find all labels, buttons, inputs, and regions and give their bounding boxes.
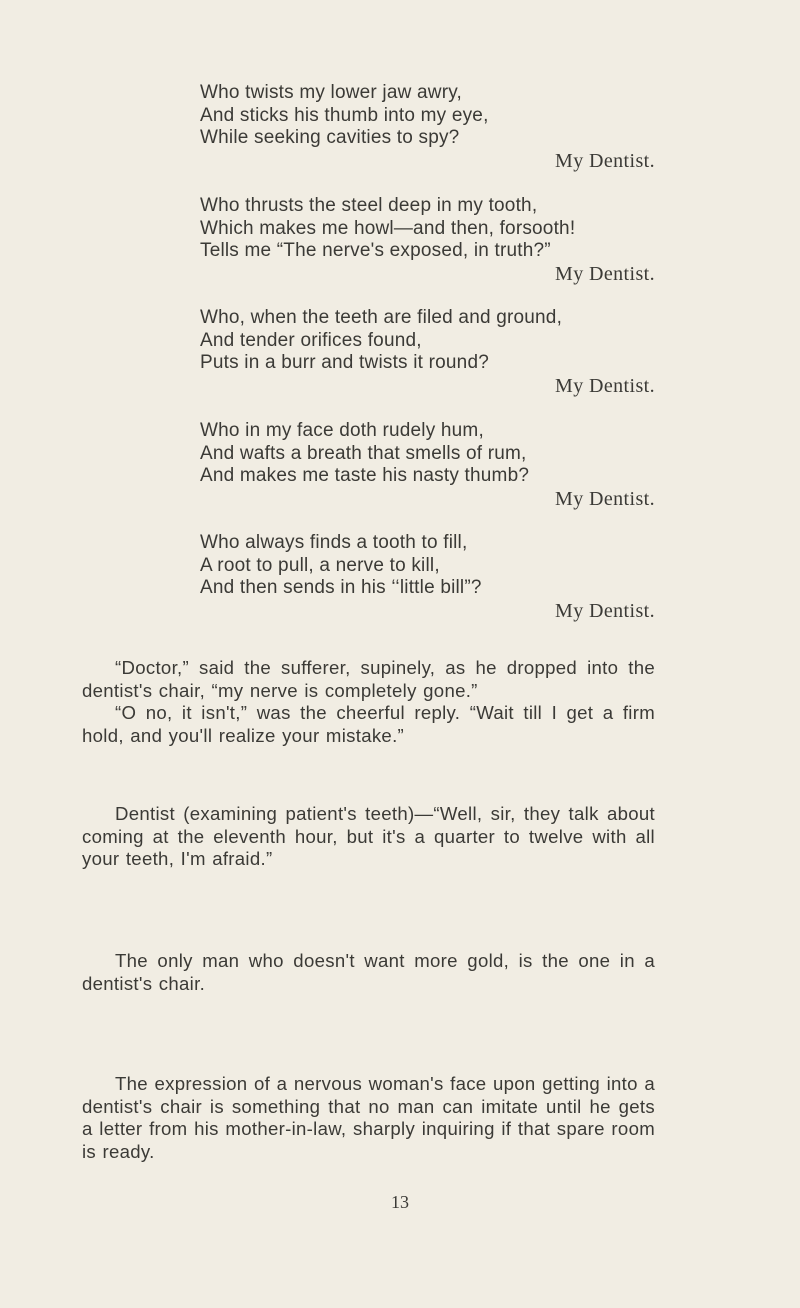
poem-stanza [200,532,655,622]
page-number: 13 [391,1192,409,1212]
poem-line: Who thrusts the steel deep in my tooth, [200,195,538,216]
poem-line: And makes me taste his nasty thumb? [200,465,530,486]
poem-line: Who in my face doth rudely hum, [200,420,484,441]
poem-stanza [200,195,655,285]
poem-stanza [200,420,655,510]
poem-line: Who, when the teeth are filed and ground, [200,307,563,328]
poem-line: Puts in a burr and twists it round? [200,352,489,373]
poem-stanza [200,82,655,172]
poem-refrain: My Dentist. [555,374,655,397]
poem-line: And tender orifices found, [200,329,422,351]
joke-block [82,1073,655,1163]
poem-line: Which makes me howl—and then, forsooth! [200,217,576,239]
poem-line: Tells me “The nerve's exposed, in truth?” [200,240,551,261]
joke-paragraph: The expression of a nervous woman's face upon getting into a dentist's chair is something that no man can imitate until he gets a letter from his mother-in-law, sharply inquiring if that spare room is ready. [82,1073,655,1162]
joke-block [82,803,655,871]
poem-line: Who twists my lower jaw awry, [200,82,462,103]
poem-refrain: My Dentist. [555,262,655,285]
joke-paragraph: Dentist (examining patient's teeth)—“Well, sir, they talk about coming at the eleventh hour, but it's a quarter to twelve with all your teeth, I'm afraid.” [82,803,655,869]
poem-line: And sticks his thumb into my eye, [200,104,489,126]
poem-refrain: My Dentist. [555,599,655,622]
poem-line: And wafts a breath that smells of rum, [200,442,527,464]
joke-block [82,950,655,995]
poem-stanza [200,307,655,397]
joke-paragraph: “O no, it isn't,” was the cheerful reply. “Wait till I get a firm hold, and you'll realize your mistake.” [82,702,655,746]
joke-block [82,657,655,747]
poem-line: While seeking cavities to spy? [200,127,460,148]
poem-refrain: My Dentist. [555,149,655,172]
poem-line: Who always finds a tooth to fill, [200,532,468,553]
poem-refrain: My Dentist. [555,487,655,510]
poem-line: A root to pull, a nerve to kill, [200,554,440,576]
joke-paragraph: The only man who doesn't want more gold, is the one in a dentist's chair. [82,950,655,994]
joke-paragraph: “Doctor,” said the sufferer, supinely, as he dropped into the dentist's chair, “my nerve is completely gone.” [82,657,655,701]
poem-line: And then sends in his ‘‘little bill”? [200,577,482,598]
